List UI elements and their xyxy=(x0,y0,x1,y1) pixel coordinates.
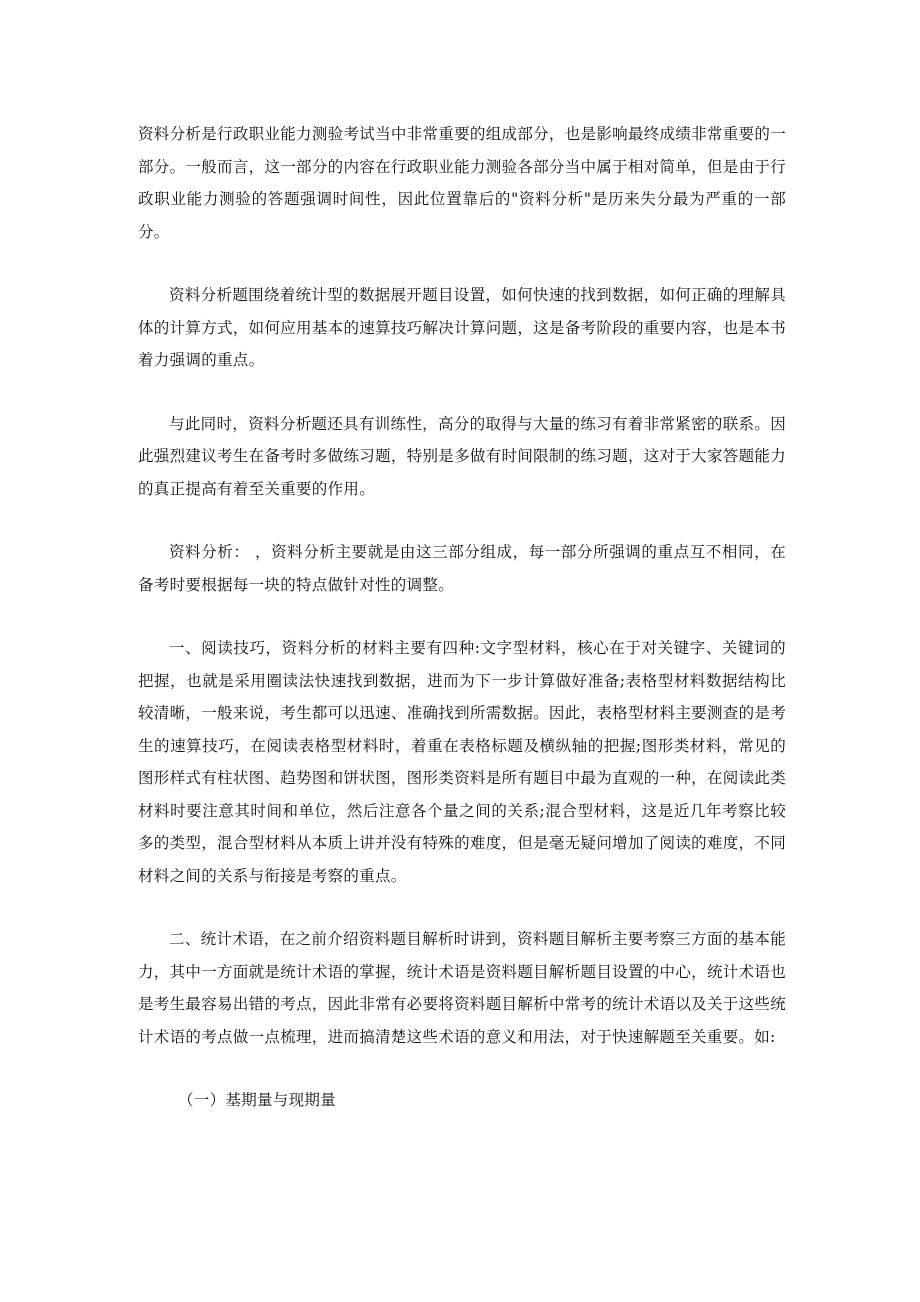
paragraph-structure: 资料分析： ，资料分析主要就是由这三部分组成，每一部分所强调的重点互不相同，在备考时要根据每一块的特点做针对性的调整。 xyxy=(138,543,786,594)
paragraph-question-setting: 资料分析题围绕着统计型的数据展开题目设置，如何快速的找到数据，如何正确的理解具体的计算方式，如何应用基本的速算技巧解决计算问题，这是备考阶段的重要内容，也是本书着力强调的重点。 xyxy=(138,286,786,369)
paragraph-intro: 资料分析是行政职业能力测验考试当中非常重要的组成部分，也是影响最终成绩非常重要的一部分。一般而言，这一部分的内容在行政职业能力测验各部分当中属于相对简单，但是由于行政职业能力测验的答题强调时间性，因此位置靠后的"资料分析"是历来失分最为严重的一部分。 xyxy=(138,125,786,241)
paragraph-reading-skills: 一、阅读技巧，资料分析的材料主要有四种:文字型材料，核心在于对关键字、关键词的把握，也就是采用圈读法快速找到数据，进而为下一步计算做好准备;表格型材料数据结构比较清晰，一般来说，考生都可以迅速、准确找到所需数据。因此，表格型材料主要测查的是考生的速算技巧，在阅读表格型材料时，着重在表格标题及横纵轴的把握;图形类材料，常见的图形样式有柱状图、趋势图和饼状图，图形类资料是所有题目中最为直观的一种，在阅读此类材料时要注意其时间和单位，然后注意各个量之间的关系;混合型材料，这是近几年考察比较多的类型，混合型材料从本质上讲并没有特殊的难度，但是毫无疑问增加了阅读的难度，不同材料之间的关系与衔接是考察的重点。 xyxy=(138,639,786,885)
paragraph-practice: 与此同时，资料分析题还具有训练性，高分的取得与大量的练习有着非常紧密的联系。因此强烈建议考生在备考时多做练习题，特别是多做有时间限制的练习题，这对于大家答题能力的真正提高有着至关重要的作用。 xyxy=(138,414,786,498)
section-heading: （一）基期量与现期量 xyxy=(178,1091,337,1109)
paragraph-statistical-terms: 二、统计术语，在之前介绍资料题目解析时讲到，资料题目解析主要考察三方面的基本能力，其中一方面就是统计术语的掌握，统计术语是资料题目解析题目设置的中心，统计术语也是考生最容易出错的考点，因此非常有必要将资料题目解析中常考的统计术语以及关于这些统计术语的考点做一点梳理，进而搞清楚这些术语的意义和用法，对于快速解题至关重要。如: xyxy=(138,930,786,1046)
document-body xyxy=(138,118,786,1117)
